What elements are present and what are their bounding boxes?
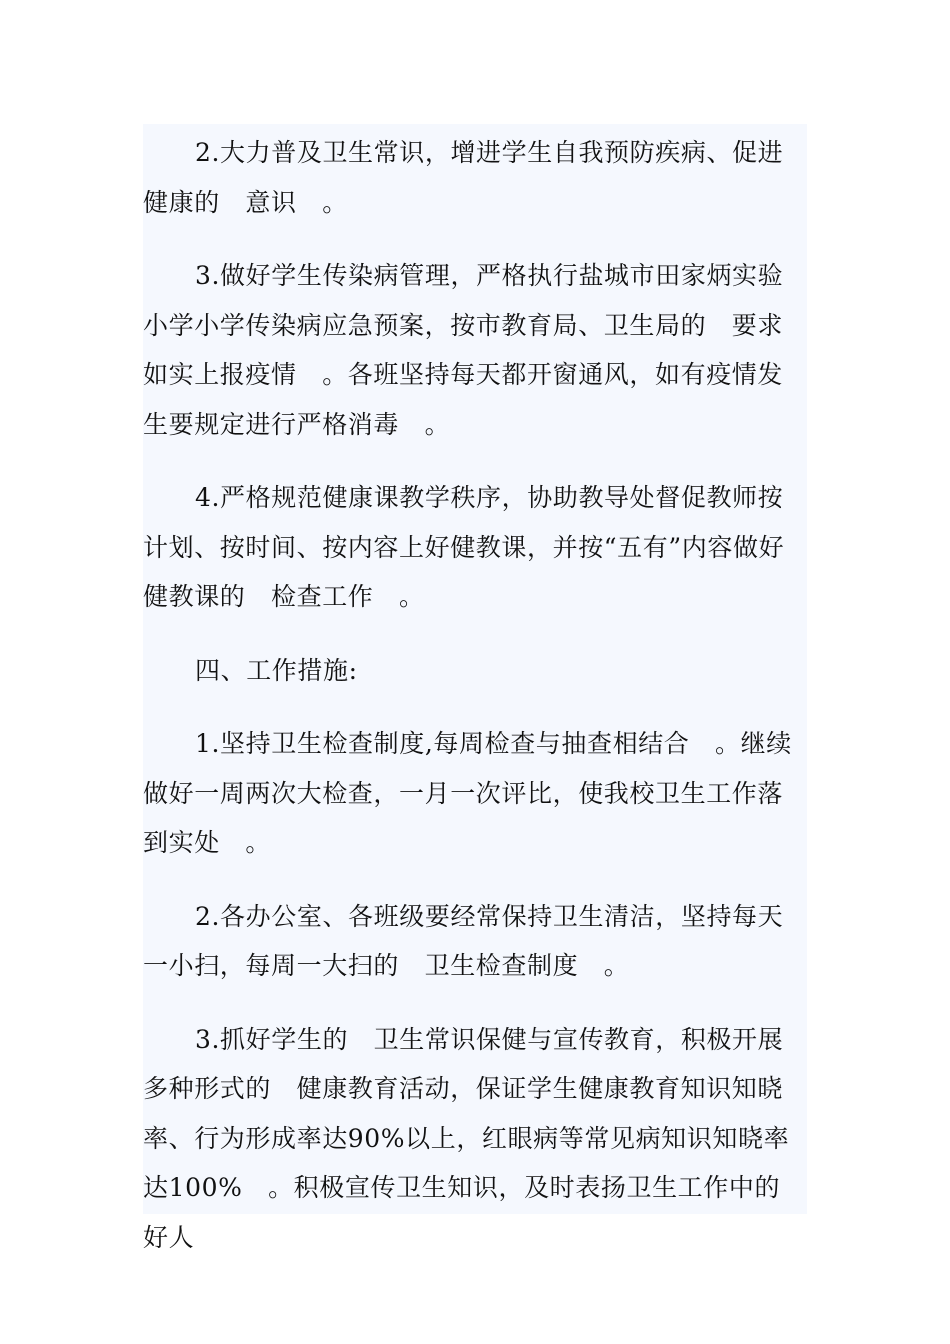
section-heading-work-measures: 四、工作措施: [195, 655, 358, 685]
document-page [143, 124, 807, 1252]
paragraph-2-hygiene-knowledge: 2.大力普及卫生常识，增进学生自我预防疾病、促进健康的 意识 。 [143, 138, 784, 217]
measure-2-cleaning: 2.各办公室、各班级要经常保持卫生清洁，坚持每天一小扫，每周一大扫的 卫生检查制度 。 [143, 901, 784, 980]
measure-1-inspection: 1.坚持卫生检查制度,每周检查与抽查相结合 。继续做好一周两次大检查，一月一次评比，使我校卫生工作落到实处 。 [143, 729, 792, 857]
paragraph-3-infectious-disease: 3.做好学生传染病管理，严格执行盐城市田家炳实验小学小学传染病应急预案，按市教育局、卫生局的 要求如实上报疫情 。各班坚持每天都开窗通风，如有疫情发生要规定进行严格消毒 。 [143, 261, 784, 439]
paragraph-4-health-class: 4.严格规范健康课教学秩序，协助教导处督促教师按计划、按时间、按内容上好健教课，并按“五有”内容做好健教课的 检查工作 。 [143, 483, 785, 611]
measure-3-education: 3.抓好学生的 卫生常识保健与宣传教育，积极开展多种形式的 健康教育活动，保证学生健康教育知识知晓率、行为形成率达90%以上，红眼病等常见病知识知晓率达100% 。积极宣传卫生知识，及时表扬卫生工作中的 好人 [143, 1024, 806, 1252]
